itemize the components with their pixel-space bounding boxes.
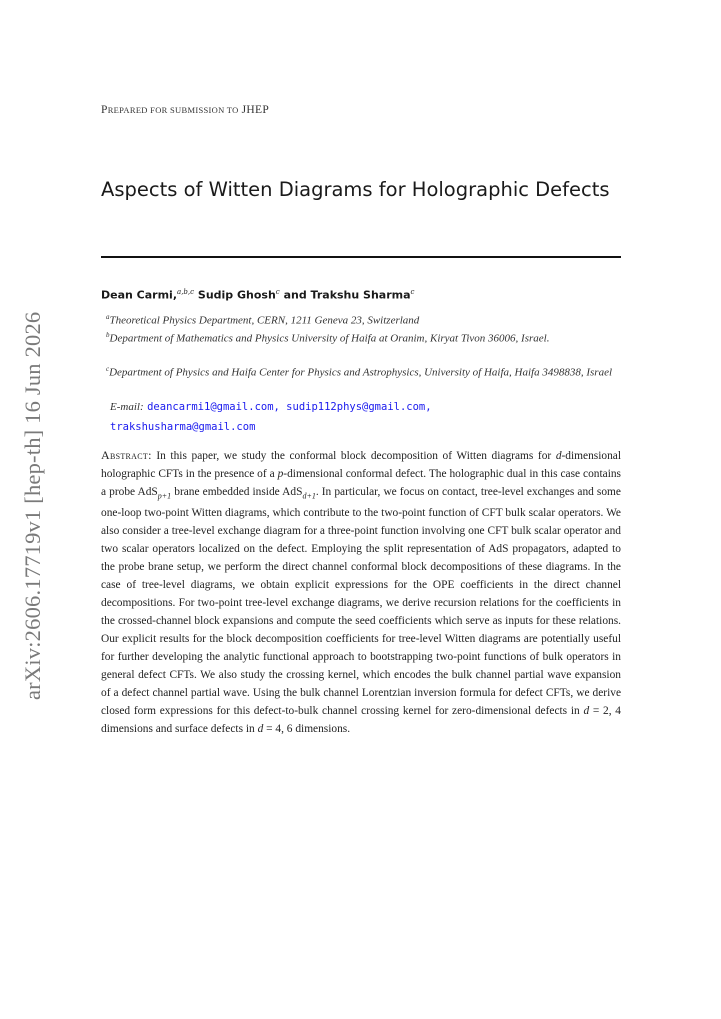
email-block [110,397,620,437]
author-affiliation-mark: c [410,288,415,296]
email-link[interactable]: deancarmi1@gmail.com, sudip112phys@gmail.com, [147,401,432,413]
abstract-text: brane embedded inside AdS [171,485,303,498]
affiliation [106,327,621,348]
affiliation-mark: a [106,313,110,321]
author-name: Dean Carmi, [101,288,178,302]
paper-title: Aspects of Witten Diagrams for Holographic Defects [101,178,610,201]
submission-note-text: REPARED FOR SUBMISSION TO [107,105,239,115]
affiliation [106,361,621,382]
abstract-text: In this paper, we study the conformal block decomposition of Witten diagrams for [151,450,556,462]
submission-note-initial: P [101,104,108,116]
math-symbol: d [555,450,562,462]
submission-note [101,104,269,116]
title-rule [101,256,621,258]
math-symbol: p [277,467,284,480]
author-name: Trakshu Sharma [310,288,411,302]
abstract-text: = 2, 4 dimensions and surface defects in [101,704,621,735]
author-affiliation-mark: a,b,c [177,288,195,296]
author-list [101,288,414,302]
abstract-text: -dimensional holographic CFTs in the presence of a [101,450,621,480]
math-symbol: d [257,722,264,735]
abstract-text: = 4, 6 dimensions. [263,722,351,735]
affiliation-mark: c [106,365,110,373]
abstract-label: Abstract: [101,448,152,462]
math-subscript: p+1 [157,491,172,501]
affiliation-text: Theoretical Physics Department, CERN, 1211 Geneva 23, Switzerland [109,314,420,327]
abstract-text: . In particular, we focus on contact, tree-level exchanges and some one-loop two-point Witten diagrams, which contribute to the two-point function of CFT bulk scalar operators. We also consider a tree-level exchange diagram for a three-point function involving one CFT bulk scalar operator and two scalar operators localized on the defect. Employing the split representation of AdS propagators, adapted to the probe brane setup, we perform the direct channel conformal block decompositions of these diagrams. In the case of tree-level diagrams, we obtain explicit expressions for the OPE coefficients in the direct channel decompositions. For two-point tree-level exchange diagrams, we derive recursion relations for the coefficients in the crossed-channel block expansions and compute the seed coefficients which serve as inputs for these relations. Our explicit results for the block decomposition coefficients for tree-level Witten diagrams are potentially useful for further developing the analytic functional approach to bootstrapping two-point functions of bulk operators in general defect CFTs. We also study the crossing kernel, which encodes the bulk channel partial wave expansion of a defect channel partial wave. Using the bulk channel Lorentzian inversion formula for defect CFTs, we derive closed form expressions for this defect-to-bulk channel crossing kernel for zero-dimensional defects in [101,485,621,717]
abstract-text: -dimensional conformal defect. The holographic dual in this case contains a probe AdS [101,467,621,498]
journal-name: JHEP [241,104,270,116]
affiliation-text: Department of Mathematics and Physics University of Haifa at Oranim, Kiryat Tivon 36006, Israel. [109,332,550,345]
math-symbol: d [583,704,590,717]
affiliation-text: Department of Physics and Haifa Center for Physics and Astrophysics, University of Haifa, Haifa 3498838, Israel [109,366,613,379]
abstract [101,447,621,739]
email-label: E-mail: [110,401,144,413]
author-name: Sudip Ghosh [197,288,276,302]
math-subscript: d+1 [302,491,316,501]
arxiv-identifier: arXiv:2606.17719v1 [hep-th] 16 Jun 2026 [20,311,45,700]
email-link[interactable]: trakshusharma@gmail.com [110,421,256,433]
author-conjunction: and [283,288,307,302]
author-affiliation-mark: c [275,288,280,296]
affiliation-mark: b [106,331,110,339]
